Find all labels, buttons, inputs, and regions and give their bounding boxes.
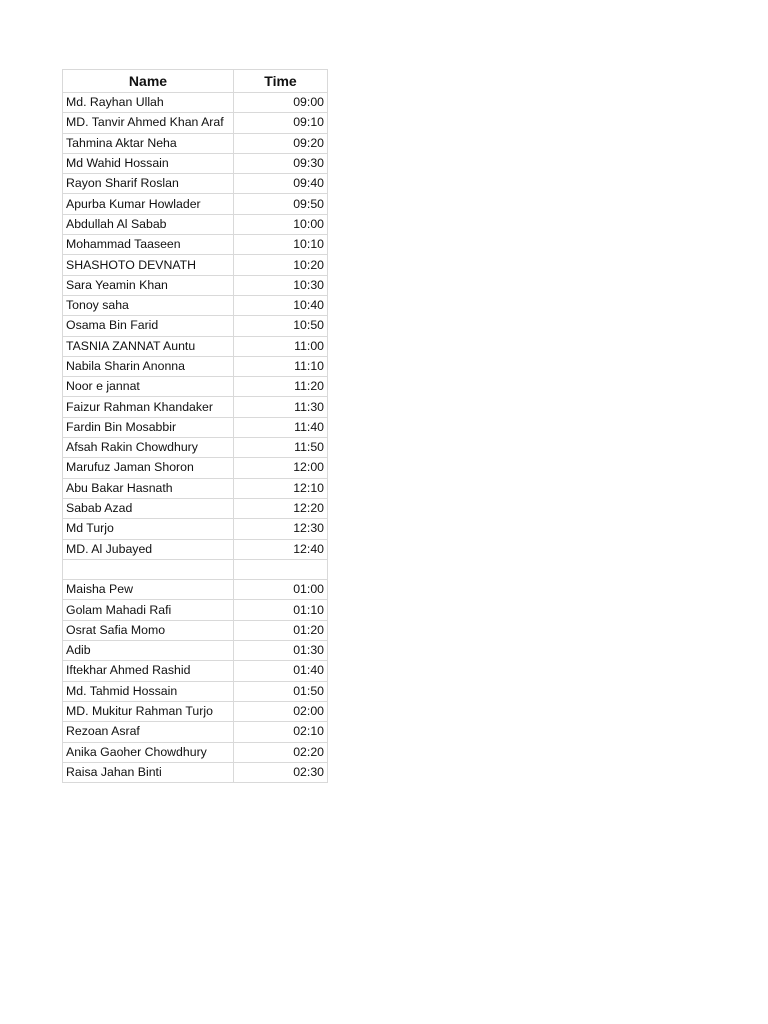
- time-cell: 01:20: [234, 620, 328, 640]
- name-cell: Adib: [63, 641, 234, 661]
- name-cell: Rayon Sharif Roslan: [63, 174, 234, 194]
- time-cell: 01:30: [234, 641, 328, 661]
- table-row: [63, 742, 328, 762]
- name-cell: MD. Tanvir Ahmed Khan Araf: [63, 113, 234, 133]
- name-cell: Noor e jannat: [63, 377, 234, 397]
- time-cell: 09:00: [234, 93, 328, 113]
- name-cell: Md Wahid Hossain: [63, 153, 234, 173]
- table-row: [63, 417, 328, 437]
- time-cell: 10:40: [234, 295, 328, 315]
- table-row: [63, 356, 328, 376]
- table-row: [63, 194, 328, 214]
- time-cell: [234, 559, 328, 579]
- time-cell: 09:10: [234, 113, 328, 133]
- time-cell: 09:50: [234, 194, 328, 214]
- name-cell: Md Turjo: [63, 519, 234, 539]
- time-cell: 11:20: [234, 377, 328, 397]
- name-cell: Marufuz Jaman Shoron: [63, 458, 234, 478]
- name-cell: Sabab Azad: [63, 498, 234, 518]
- name-cell: Iftekhar Ahmed Rashid: [63, 661, 234, 681]
- table-row: [63, 133, 328, 153]
- name-cell: Osama Bin Farid: [63, 316, 234, 336]
- table-row: [63, 681, 328, 701]
- name-cell: Faizur Rahman Khandaker: [63, 397, 234, 417]
- time-cell: 12:40: [234, 539, 328, 559]
- time-cell: 02:10: [234, 722, 328, 742]
- time-cell: 10:00: [234, 214, 328, 234]
- name-cell: MD. Al Jubayed: [63, 539, 234, 559]
- name-cell: Abu Bakar Hasnath: [63, 478, 234, 498]
- time-cell: 09:40: [234, 174, 328, 194]
- name-cell: Golam Mahadi Rafi: [63, 600, 234, 620]
- table-row: [63, 580, 328, 600]
- time-cell: 12:10: [234, 478, 328, 498]
- time-cell: 10:30: [234, 275, 328, 295]
- table-row: [63, 438, 328, 458]
- name-cell: Tahmina Aktar Neha: [63, 133, 234, 153]
- table-row: [63, 397, 328, 417]
- name-cell: Osrat Safia Momo: [63, 620, 234, 640]
- time-cell: 02:30: [234, 762, 328, 782]
- table-row: [63, 661, 328, 681]
- table-row: [63, 336, 328, 356]
- name-cell: Fardin Bin Mosabbir: [63, 417, 234, 437]
- time-cell: 09:30: [234, 153, 328, 173]
- time-cell: 12:00: [234, 458, 328, 478]
- table-row: [63, 559, 328, 579]
- table-row: [63, 214, 328, 234]
- time-cell: 10:10: [234, 235, 328, 255]
- name-cell: Rezoan Asraf: [63, 722, 234, 742]
- table-row: [63, 93, 328, 113]
- time-cell: 02:00: [234, 701, 328, 721]
- table-row: [63, 762, 328, 782]
- name-cell: Nabila Sharin Anonna: [63, 356, 234, 376]
- name-cell: Md. Tahmid Hossain: [63, 681, 234, 701]
- name-cell: [63, 559, 234, 579]
- table-row: [63, 235, 328, 255]
- table-row: [63, 377, 328, 397]
- name-cell: Abdullah Al Sabab: [63, 214, 234, 234]
- name-cell: Mohammad Taaseen: [63, 235, 234, 255]
- time-cell: 12:30: [234, 519, 328, 539]
- time-cell: 01:50: [234, 681, 328, 701]
- table-row: [63, 722, 328, 742]
- name-cell: Maisha Pew: [63, 580, 234, 600]
- time-column-header: Time: [234, 70, 328, 93]
- name-cell: Tonoy saha: [63, 295, 234, 315]
- table-row: [63, 153, 328, 173]
- table-row: [63, 113, 328, 133]
- table-row: [63, 275, 328, 295]
- schedule-table: [62, 69, 328, 783]
- time-cell: 11:40: [234, 417, 328, 437]
- table-row: [63, 255, 328, 275]
- table-row: [63, 478, 328, 498]
- name-cell: Md. Rayhan Ullah: [63, 93, 234, 113]
- time-cell: 02:20: [234, 742, 328, 762]
- name-cell: Anika Gaoher Chowdhury: [63, 742, 234, 762]
- table-row: [63, 641, 328, 661]
- time-cell: 12:20: [234, 498, 328, 518]
- table-row: [63, 458, 328, 478]
- name-cell: TASNIA ZANNAT Auntu: [63, 336, 234, 356]
- name-cell: Raisa Jahan Binti: [63, 762, 234, 782]
- name-cell: Afsah Rakin Chowdhury: [63, 438, 234, 458]
- time-cell: 10:50: [234, 316, 328, 336]
- time-cell: 09:20: [234, 133, 328, 153]
- name-column-header: Name: [63, 70, 234, 93]
- name-cell: MD. Mukitur Rahman Turjo: [63, 701, 234, 721]
- table-row: [63, 295, 328, 315]
- table-row: [63, 600, 328, 620]
- time-cell: 01:40: [234, 661, 328, 681]
- name-cell: Apurba Kumar Howlader: [63, 194, 234, 214]
- time-cell: 11:10: [234, 356, 328, 376]
- name-cell: Sara Yeamin Khan: [63, 275, 234, 295]
- schedule-sheet: [62, 69, 328, 783]
- table-body: [63, 93, 328, 783]
- table-row: [63, 620, 328, 640]
- time-cell: 01:10: [234, 600, 328, 620]
- name-cell: SHASHOTO DEVNATH: [63, 255, 234, 275]
- time-cell: 11:50: [234, 438, 328, 458]
- table-row: [63, 701, 328, 721]
- time-cell: 01:00: [234, 580, 328, 600]
- table-row: [63, 498, 328, 518]
- time-cell: 11:30: [234, 397, 328, 417]
- time-cell: 11:00: [234, 336, 328, 356]
- table-row: [63, 316, 328, 336]
- time-cell: 10:20: [234, 255, 328, 275]
- table-row: [63, 519, 328, 539]
- table-row: [63, 539, 328, 559]
- header-row: [63, 70, 328, 93]
- table-row: [63, 174, 328, 194]
